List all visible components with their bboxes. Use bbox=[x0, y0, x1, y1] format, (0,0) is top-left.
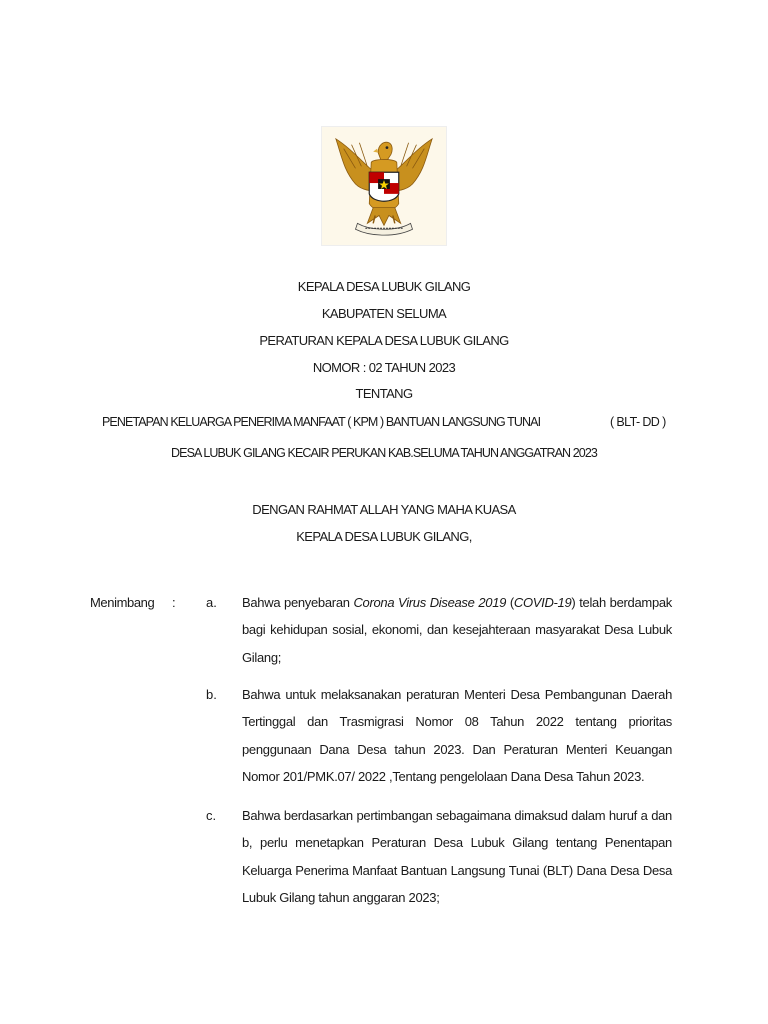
header-line-tentang: TENTANG bbox=[355, 386, 413, 401]
menimbang-colon: : bbox=[172, 595, 176, 610]
item-letter-c: c. bbox=[206, 808, 217, 823]
header-line-penetapan: PENETAPAN KELUARGA PENERIMA MANFAAT ( KPM ) BANTUAN LANGSUNG TUNAI bbox=[102, 415, 541, 429]
garuda-pancasila-emblem-icon bbox=[321, 126, 447, 246]
item-text-c: Bahwa berdasarkan pertimbangan sebagaimana dimaksud dalam huruf a dan b, perlu menetapkan Peraturan Desa Lubuk Gilang tentang Penentapan Keluarga Penerima Manfaat Bantuan Langsung Tunai (BLT) Dana Desa Desa Lubuk Gilang tahun anggaran 2023; bbox=[242, 808, 672, 905]
opening-line-rahmat: DENGAN RAHMAT ALLAH YANG MAHA KUASA bbox=[252, 502, 516, 517]
item-text-b: Bahwa untuk melaksanakan peraturan Menteri Desa Pembangunan Daerah Tertinggal dan Trasmigrasi Nomor 08 Tahun 2022 tentang prioritas penggunaan Dana Desa tahun 2023. Dan Peraturan Menteri Keuangan Nomor 201/PMK.07/ 2022 ,Tentang pengelolaan Dana Desa Tahun 2023. bbox=[242, 687, 672, 784]
item-text-a bbox=[242, 589, 672, 671]
header-line-kepala-desa: KEPALA DESA LUBUK GILANG bbox=[297, 279, 471, 294]
menimbang-label: Menimbang bbox=[90, 595, 155, 610]
header-line-nomor: NOMOR : 02 TAHUN 2023 bbox=[312, 360, 456, 375]
item-a-italic-disease: Corona Virus Disease 2019 bbox=[353, 595, 507, 610]
header-line-desa: DESA LUBUK GILANG KECAIR PERUKAN KAB.SELUMA TAHUN ANGGATRAN 2023 bbox=[171, 446, 597, 460]
item-letter-b: b. bbox=[206, 687, 217, 702]
header-line-kabupaten: KABUPATEN SELUMA bbox=[321, 306, 447, 321]
item-letter-a: a. bbox=[206, 595, 217, 610]
item-a-text-before: Bahwa penyebaran bbox=[242, 595, 354, 610]
header-line-peraturan: PERATURAN KEPALA DESA LUBUK GILANG bbox=[259, 333, 509, 348]
item-a-italic-covid: COVID-19 bbox=[513, 595, 572, 610]
item-a-text-mid: ( bbox=[506, 595, 514, 610]
header-line-blt: ( BLT- DD ) bbox=[610, 415, 666, 429]
item-a-text-after: ) telah berdampak bagi kehidupan sosial, ekonomi, dan kesejahteraan masyarakat Desa Lubuk Gilang; bbox=[242, 595, 673, 665]
opening-line-kepala: KEPALA DESA LUBUK GILANG, bbox=[296, 529, 472, 544]
